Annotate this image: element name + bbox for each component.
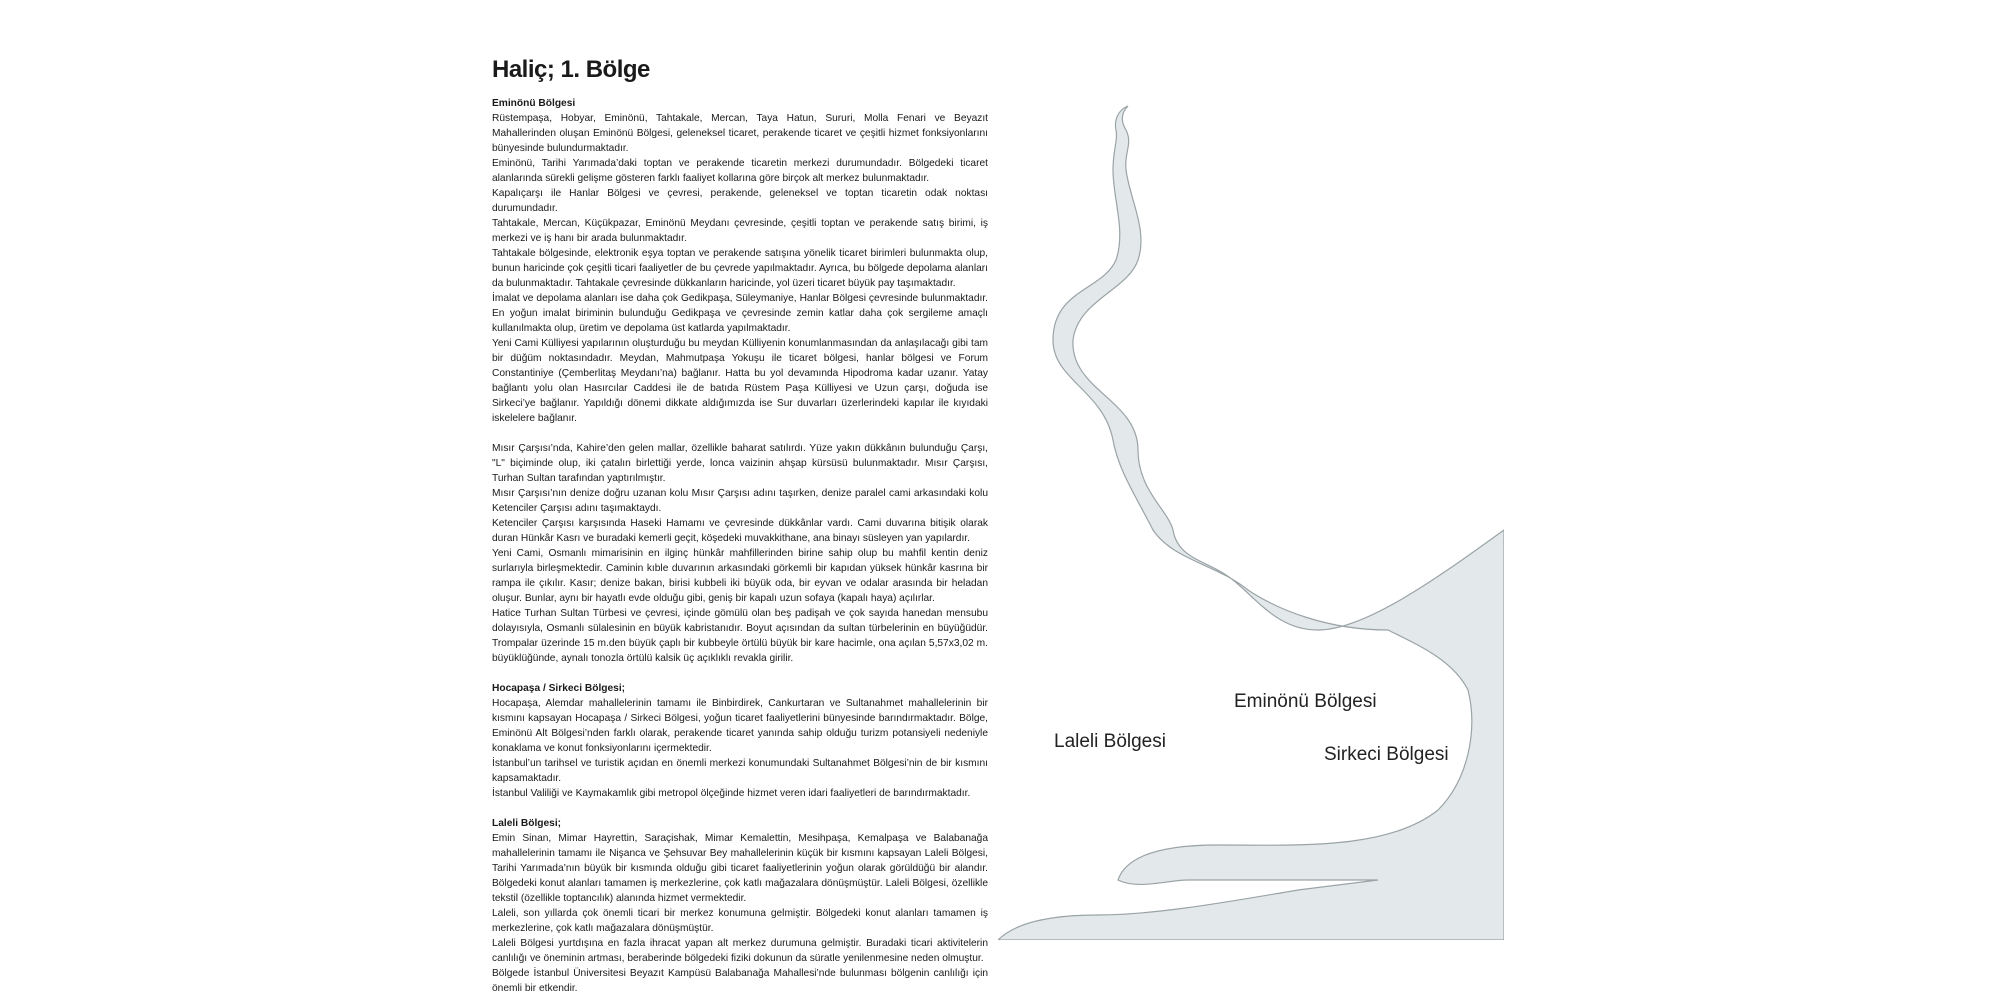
paragraph: Emin Sinan, Mimar Hayrettin, Saraçishak, Mimar Kemalettin, Mesihpaşa, Kemalpaşa ve Balabanağa mahallelerinin tamamı ile Nişanca ve Şehsuvar Bey mahallelerinin küçük bir kısmını kapsayan Laleli Bölgesi, Tarihi Yarımada’nın büyük bir kısmında olduğu gibi ticaret faaliyetlerinin yoğun olarak görüldüğü bir alandır. Bölgedeki konut alanları tamamen iş merkezlerine, çok katlı mağazalara dönüşmüştür. Laleli Bölgesi, özellikle tekstil (özellikle toptancılık) alanında hizmet vermektedir. xyxy=(492,833,988,904)
paragraph: Mısır Çarşısı’nın denize doğru uzanan kolu Mısır Çarşısı adını taşırken, denize paralel cami arkasındaki kolu Ketenciler Çarşısı adını taşımaktaydı. xyxy=(492,488,988,514)
section-heading-laleli: Laleli Bölgesi; xyxy=(492,818,562,829)
page-title: Haliç; 1. Bölge xyxy=(492,56,650,83)
halic-map xyxy=(998,90,1504,940)
paragraph: Kapalıçarşı ile Hanlar Bölgesi ve çevresi, perakende, geleneksel ve toptan ticaretin odak noktası durumundadır. xyxy=(492,188,988,214)
map-label-laleli: Laleli Bölgesi xyxy=(1054,731,1166,752)
paragraph: Laleli Bölgesi yurtdışına en fazla ihracat yapan alt merkez durumuna gelmiştir. Buradaki ticari aktivitelerin canlılığı ve öneminin artması, beraberinde bölgedeki fiziki dokunun da süratle yenilenmesine neden olmuştur. xyxy=(492,938,988,964)
paragraph: İstanbul’un tarihsel ve turistik açıdan en önemli merkezi konumundaki Sultanahmet Bölgesi’nin de bir kısmını kapsamaktadır. xyxy=(492,758,988,784)
paragraph: Bölgede İstanbul Üniversitesi Beyazıt Kampüsü Balabanağa Mahallesi’nde bulunması bölgenin canlılığı için önemli bir etkendir. xyxy=(492,968,988,994)
paragraph: Ketenciler Çarşısı karşısında Haseki Hamamı ve çevresinde dükkânlar vardı. Cami duvarına bitişik olarak duran Hünkâr Kasrı ve buradaki kemerli geçit, köşedeki muvakkithane, ana binayı süsleyen yan yapılardır. xyxy=(492,518,988,544)
paragraph: Yeni Cami, Osmanlı mimarisinin en ilginç hünkâr mahfillerinden birine sahip olup bu mahfil kentin deniz surlarıyla birleşmektedir. Caminin kıble duvarının arkasındaki görkemli bir kapıdan yüksek hünkâr kasrına bir rampa ile çıkılır. Kasır; denize bakan, birisi kubbeli iki büyük oda, bir eyvan ve odalar arasında bir heladan oluşur. Bunlar, aynı bir hayatlı evde olduğu gibi, geniş bir kapalı uzun sofaya (kapalı haya) açılırlar. xyxy=(492,548,988,604)
map-label-sirkeci: Sirkeci Bölgesi xyxy=(1324,744,1449,765)
paragraph: Mısır Çarşısı’nda, Kahire’den gelen mallar, özellikle baharat satılırdı. Yüze yakın dükkânın bulunduğu Çarşı, "L" biçiminde olup, iki çatalın birlettiği yerde, lonca vaizinin ahşap kürsüsü bulunmaktadır. Mısır Çarşısı, Turhan Sultan tarafından yaptırılmıştır. xyxy=(492,443,988,484)
paragraph: İstanbul Valiliği ve Kaymakamlık gibi metropol ölçeğinde hizmet veren idari faaliyetleri de barındırmaktadır. xyxy=(492,788,971,799)
paragraph: Eminönü, Tarihi Yarımada’daki toptan ve perakende ticaretin merkezi durumundadır. Bölgedeki ticaret alanlarında sürekli gelişme gösteren farklı faaliyet kollarına göre birçok alt merkez bulunmaktadır. xyxy=(492,158,988,184)
paragraph: Rüstempaşa, Hobyar, Eminönü, Tahtakale, Mercan, Taya Hatun, Sururi, Molla Fenari ve Beyazıt Mahallerinden oluşan Eminönü Bölgesi, geleneksel ticaret, perakende ticaret ve çeşitli hizmet fonksiyonlarını bünyesinde bulundurmaktadır. xyxy=(492,113,988,154)
section-heading-sirkeci: Hocapaşa / Sirkeci Bölgesi; xyxy=(492,683,626,694)
text-column xyxy=(492,96,988,996)
section-heading-eminonu: Eminönü Bölgesi xyxy=(492,98,576,109)
golden-horn-water xyxy=(998,106,1504,940)
map-label-eminonu: Eminönü Bölgesi xyxy=(1234,691,1377,712)
paragraph: Yeni Cami Külliyesi yapılarının oluşturduğu bu meydan Külliyenin konumlanmasından da anlaşılacağı gibi tam bir düğüm noktasındadır. Meydan, Mahmutpaşa Yokuşu ile ticaret bölgesi, hanlar bölgesi ve Forum Constantiniye (Çemberlitaş Meydanı’na) bağlanır. Hatta bu yol devamında Hipodroma kadar uzanır. Yatay bağlantı yolu olan Hasırcılar Caddesi ile de batıda Rüstem Paşa Külliyesi ve Uzun çarşı, doğuda ise Sirkeci’ye bağlanır. Yapıldığı dönemi dikkate aldığımızda ise Sur duvarları üzerlerindeki kapılar ile kıyıdaki iskelelere bağlanır. xyxy=(492,338,988,424)
paragraph: Tahtakale, Mercan, Küçükpazar, Eminönü Meydanı çevresinde, çeşitli toptan ve perakende satış birimi, iş merkezi ve iş hanı bir arada bulunmaktadır. xyxy=(492,218,988,244)
paragraph: Tahtakale bölgesinde, elektronik eşya toptan ve perakende satışına yönelik ticaret birimleri bulunmakta olup, bunun haricinde çok çeşitli ticari faaliyetler de bu çevrede yapılmaktadır. Ayrıca, bu bölgede depolama alanları da bulunmaktadır. Tahtakale çevresinde dükkanların haricinde, yol üzeri ticaret büyük pay taşımaktadır. xyxy=(492,248,988,289)
paragraph: Laleli, son yıllarda çok önemli ticari bir merkez konumuna gelmiştir. Bölgedeki konut alanları tamamen iş merkezlerine, çok katlı mağazalara dönüşmüştür. xyxy=(492,908,988,934)
paragraph: Hatice Turhan Sultan Türbesi ve çevresi, içinde gömülü olan beş padişah ve çok sayıda hanedan mensubu dolayısıyla, Osmanlı sülalesinin en büyük kabristanıdır. Boyut açısından da sultan türbelerinin en büyüğüdür. Trompalar üzerinde 15 m.den büyük çaplı bir kubbeyle örtülü büyük bir kare hacimle, ona açılan 5,57x3,02 m. büyüklüğünde, aynalı tonozla örtülü kalsik üç açıklıklı revakla girilir. xyxy=(492,608,988,664)
paragraph: İmalat ve depolama alanları ise daha çok Gedikpaşa, Süleymaniye, Hanlar Bölgesi çevresinde bulunmaktadır. En yoğun imalat biriminin bulunduğu Gedikpaşa ve çevresinde zemin katlar daha çok sergileme amaçlı kullanılmakta olup, üretim ve depolama üst katlarda yapılmaktadır. xyxy=(492,293,988,334)
paragraph: Hocapaşa, Alemdar mahallelerinin tamamı ile Binbirdirek, Cankurtaran ve Sultanahmet mahallelerinin bir kısmını kapsayan Hocapaşa / Sirkeci Bölgesi, yoğun ticaret faaliyetlerini bünyesinde barındırmaktadır. Bölge, Eminönü Alt Bölgesi’nden farklı olarak, perakende ticaret yanında sahip olduğu turizm potansiyeli nedeniyle konaklama ve konut fonksiyonlarını içermektedir. xyxy=(492,698,988,754)
